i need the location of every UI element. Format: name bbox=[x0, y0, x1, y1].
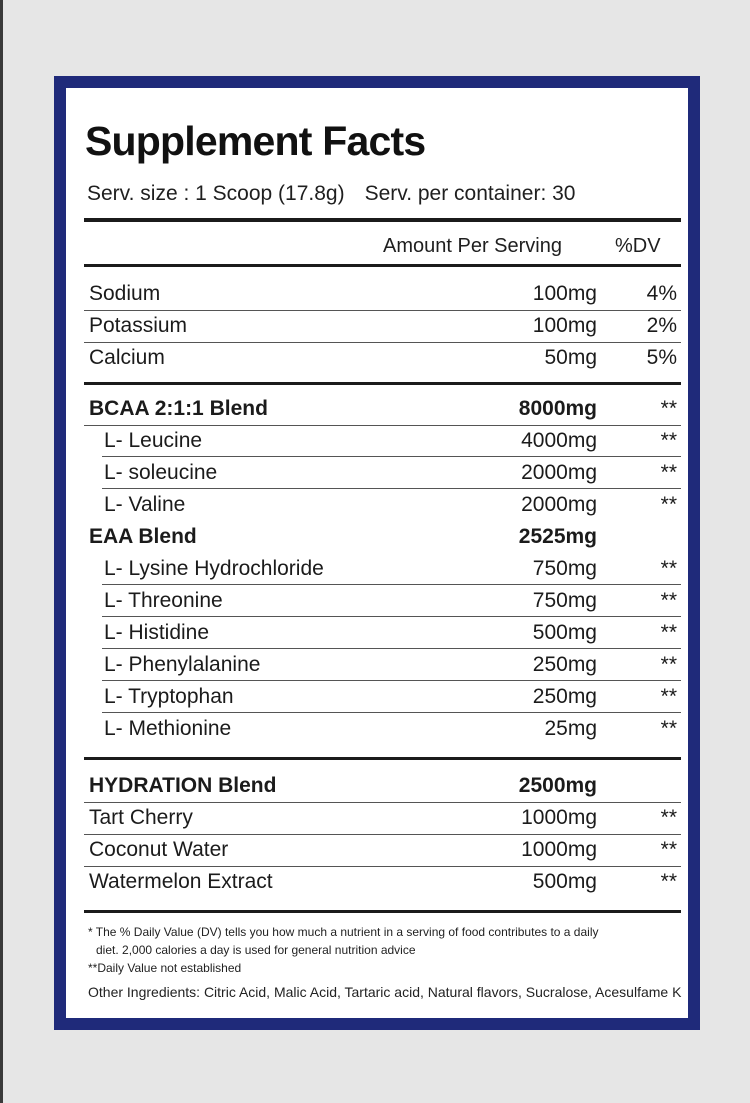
nutrient-row-potassium bbox=[84, 310, 681, 343]
ingredient-row-methionine bbox=[84, 713, 681, 745]
label-title: Supplement Facts bbox=[85, 118, 426, 164]
ingredient-row-tart-cherry bbox=[84, 802, 681, 835]
page-edge bbox=[0, 0, 3, 1103]
bottom-rule bbox=[84, 910, 681, 913]
nutrient-dv: 5% bbox=[646, 346, 677, 369]
blend-dv: ** bbox=[660, 397, 677, 420]
ingredient-amount: 750mg bbox=[532, 557, 597, 580]
servings-per-container: Serv. per container: 30 bbox=[364, 182, 576, 205]
blend-amount: 2500mg bbox=[518, 774, 597, 797]
blend-name: HYDRATION Blend bbox=[89, 774, 277, 797]
ingredient-amount: 2000mg bbox=[521, 493, 597, 516]
minerals-rule bbox=[84, 382, 681, 385]
ingredient-name: L- Methionine bbox=[104, 717, 232, 740]
label-frame bbox=[54, 76, 700, 1030]
blend-name: EAA Blend bbox=[89, 525, 197, 548]
ingredient-name: Tart Cherry bbox=[89, 806, 193, 829]
ingredient-name: Watermelon Extract bbox=[89, 870, 273, 893]
ingredient-dv: ** bbox=[660, 806, 677, 829]
ingredient-amount: 1000mg bbox=[521, 838, 597, 861]
ingredient-name: L- Histidine bbox=[104, 621, 210, 644]
ingredient-name: L- Phenylalanine bbox=[104, 653, 261, 676]
serving-size: Serv. size : 1 Scoop (17.8g) bbox=[87, 182, 345, 205]
dv-footnote-line1: * The % Daily Value (DV) tells you how much a nutrient in a serving of food contributes to a daily bbox=[88, 925, 599, 939]
ingredient-row-coconut-water bbox=[84, 834, 681, 867]
ingredient-amount: 500mg bbox=[532, 621, 597, 644]
blend-name: BCAA 2:1:1 Blend bbox=[89, 397, 268, 420]
blend-amount: 8000mg bbox=[518, 397, 597, 420]
ingredient-row-valine bbox=[84, 489, 681, 521]
ingredient-row-histidine bbox=[84, 617, 681, 649]
dv-not-established-note: **Daily Value not established bbox=[88, 961, 242, 975]
blend-row-hydration bbox=[84, 770, 681, 803]
ingredient-dv: ** bbox=[660, 653, 677, 676]
ingredient-name: Coconut Water bbox=[89, 838, 229, 861]
dv-footnote-line2: diet. 2,000 calories a day is used for general nutrition advice bbox=[96, 943, 416, 957]
header-dv: %DV bbox=[615, 235, 661, 257]
ingredient-dv: ** bbox=[660, 717, 677, 740]
header-amount: Amount Per Serving bbox=[383, 235, 562, 257]
ingredient-dv: ** bbox=[660, 621, 677, 644]
serving-info bbox=[87, 180, 575, 208]
nutrient-amount: 100mg bbox=[532, 314, 597, 337]
ingredient-dv: ** bbox=[660, 589, 677, 612]
nutrient-name: Potassium bbox=[89, 314, 188, 337]
blend-row-bcaa bbox=[84, 393, 681, 426]
ingredient-row-phenylalanine bbox=[84, 649, 681, 681]
nutrient-name: Sodium bbox=[89, 282, 161, 305]
other-ingredients: Other Ingredients: Citric Acid, Malic Acid, Tartaric acid, Natural flavors, Sucralose, Acesulfame K bbox=[88, 984, 682, 1000]
nutrient-amount: 50mg bbox=[544, 346, 597, 369]
ingredient-dv: ** bbox=[660, 870, 677, 893]
nutrient-name: Calcium bbox=[89, 346, 165, 369]
ingredient-name: L- Lysine Hydrochloride bbox=[104, 557, 324, 580]
ingredient-row-leucine bbox=[84, 425, 681, 457]
ingredient-amount: 250mg bbox=[532, 653, 597, 676]
header-rule bbox=[84, 264, 681, 267]
ingredient-dv: ** bbox=[660, 685, 677, 708]
ingredient-amount: 4000mg bbox=[521, 429, 597, 452]
ingredient-amount: 2000mg bbox=[521, 461, 597, 484]
ingredient-dv: ** bbox=[660, 838, 677, 861]
ingredient-amount: 250mg bbox=[532, 685, 597, 708]
blend-row-eaa bbox=[84, 521, 681, 553]
top-thick-rule bbox=[84, 218, 681, 222]
eaa-rule bbox=[84, 757, 681, 760]
supplement-facts-panel bbox=[66, 88, 688, 1018]
ingredient-amount: 750mg bbox=[532, 589, 597, 612]
ingredient-row-isoleucine bbox=[84, 457, 681, 489]
ingredient-row-lysine bbox=[84, 553, 681, 585]
ingredient-dv: ** bbox=[660, 429, 677, 452]
nutrient-row-sodium bbox=[84, 278, 681, 311]
nutrient-amount: 100mg bbox=[532, 282, 597, 305]
ingredient-name: L- Leucine bbox=[104, 429, 203, 452]
ingredient-name: L- Valine bbox=[104, 493, 186, 516]
ingredient-row-tryptophan bbox=[84, 681, 681, 713]
ingredient-name: L- Tryptophan bbox=[104, 685, 234, 708]
blend-amount: 2525mg bbox=[518, 525, 597, 548]
ingredient-amount: 25mg bbox=[544, 717, 597, 740]
ingredient-name: L- soleucine bbox=[104, 461, 218, 484]
ingredient-dv: ** bbox=[660, 493, 677, 516]
ingredient-amount: 1000mg bbox=[521, 806, 597, 829]
nutrient-row-calcium bbox=[84, 342, 681, 374]
ingredient-row-threonine bbox=[84, 585, 681, 617]
ingredient-dv: ** bbox=[660, 461, 677, 484]
ingredient-amount: 500mg bbox=[532, 870, 597, 893]
nutrient-dv: 4% bbox=[646, 282, 677, 305]
ingredient-name: L- Threonine bbox=[104, 589, 223, 612]
ingredient-dv: ** bbox=[660, 557, 677, 580]
nutrient-dv: 2% bbox=[646, 314, 677, 337]
ingredient-row-watermelon-extract bbox=[84, 866, 681, 898]
